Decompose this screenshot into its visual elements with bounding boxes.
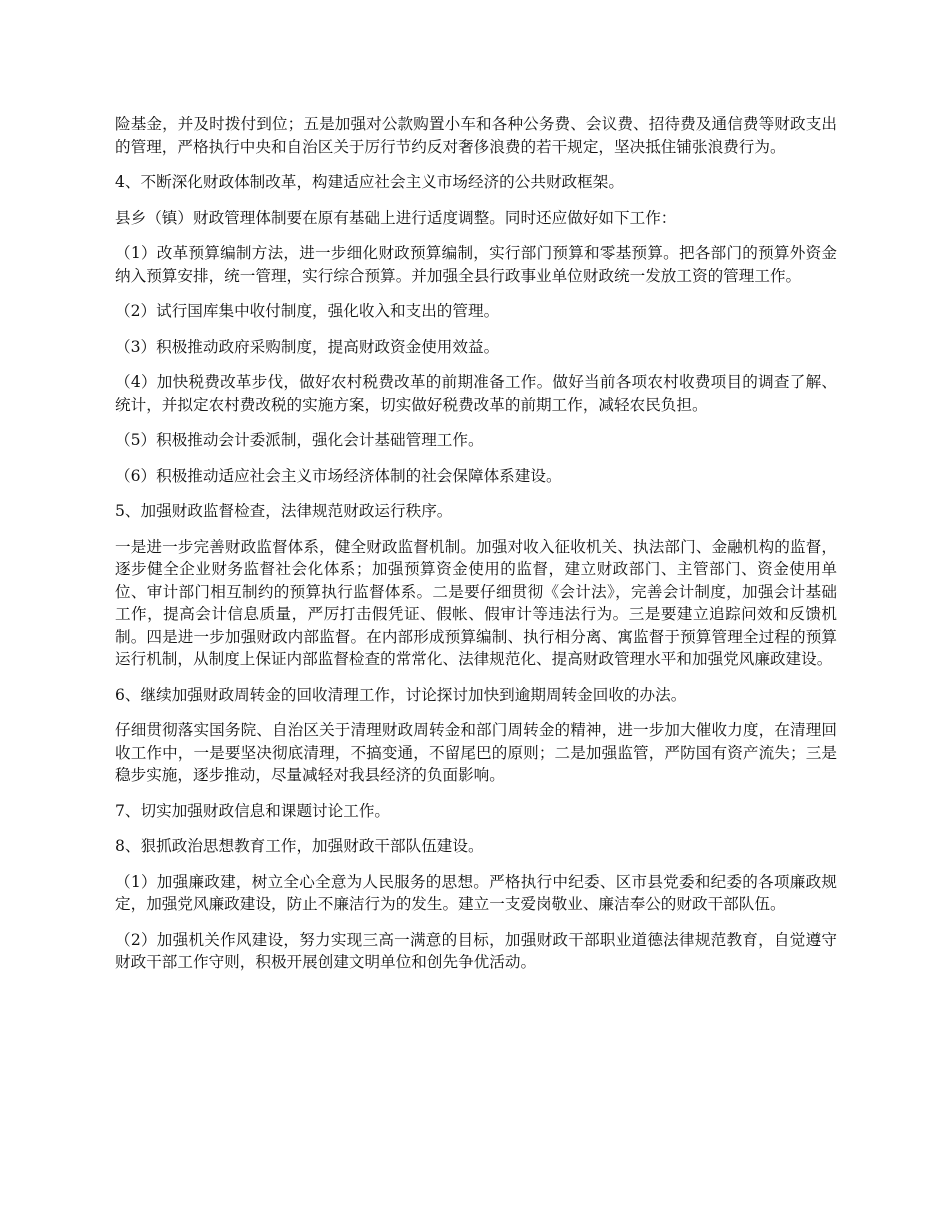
document-body (115, 113, 837, 987)
paragraph-5: （2）试行国库集中收付制度，强化收入和支出的管理。 (115, 302, 500, 320)
paragraph-12: 6、继续加强财政周转金的回收清理工作，讨论探讨加快到逾期周转金回收的办法。 (115, 685, 687, 704)
paragraph-13: 仔细贯彻落实国务院、自治区关于清理财政周转金和部门周转金的精神，进一步加大催收力度，在清理回收工作中，一是要坚决彻底清理，不搞变通，不留尾巴的原则；二是加强监管，严防国有资产流失；三是稳步实施，逐步推动，尽量减轻对我县经济的负面影响。 (115, 721, 837, 784)
paragraph-7: （4）加快税费改革步伐，做好农村税费改革的前期准备工作。做好当前各项农村收费项目的调查了解、统计，并拟定农村费改税的实施方案，切实做好税费改革的前期工作，减轻农民负担。 (115, 373, 838, 414)
paragraph-14: 7、切实加强财政信息和课题讨论工作。 (115, 801, 391, 820)
paragraph-10: 5、加强财政监督检查，法律规范财政运行秩序。 (115, 502, 453, 520)
paragraph-1: 险基金，并及时拨付到位；五是加强对公款购置小车和各种公务费、会议费、招待费及通信费等财政支出的管理，严格执行中央和自治区关于厉行节约反对奢侈浪费的若干规定，坚决抵住铺张浪费行为。 (115, 115, 837, 156)
paragraph-3: 县乡（镇）财政管理体制要在原有基础上进行适度调整。同时还应做好如下工作： (115, 208, 677, 227)
paragraph-6: （3）积极推动政府采购制度，提高财政资金使用效益。 (115, 337, 500, 356)
paragraph-17: （2）加强机关作风建设，努力实现三高一满意的目标，加强财政干部职业道德法律规范教育，自觉遵守财政干部工作守则，积极开展创建文明单位和创先争优活动。 (115, 930, 838, 971)
paragraph-8: （5）积极推动会计委派制，强化会计基础管理工作。 (115, 431, 484, 449)
paragraph-16: （1）加强廉政建，树立全心全意为人民服务的思想。严格执行中纪委、区市县党委和纪委的各项廉政规定，加强党风廉政建设，防止不廉洁行为的发生。建立一支爱岗敬业、廉洁奉公的财政干部队伍。 (115, 872, 838, 913)
paragraph-15: 8、狠抓政治思想教育工作，加强财政干部队伍建设。 (115, 837, 484, 855)
paragraph-11: 一是进一步完善财政监督体系，健全财政监督机制。加强对收入征收机关、执法部门、金融机构的监督，逐步健全企业财务监督社会化体系；加强预算资金使用的监督，建立财政部门、主管部门、资金使用单位、审计部门相互制约的预算执行监督体系。二是要仔细贯彻《会计法》，完善会计制度，加强会计基础工作，提高会计信息质量，严厉打击假凭证、假帐、假审计等违法行为。三是要建立追踪问效和反馈机制。四是进一步加强财政内部监督。在内部形成预算编制、执行相分离、寓监督于预算管理全过程的预算运行机制，从制度上保证内部监督检查的常常化、法律规范化、提高财政管理水平和加强党风廉政建设。 (115, 537, 837, 668)
paragraph-2: 4、不断深化财政体制改革，构建适应社会主义市场经济的公共财政框架。 (115, 173, 624, 191)
paragraph-4: （1）改革预算编制方法，进一步细化财政预算编制，实行部门预算和零基预算。把各部门的预算外资金纳入预算安排，统一管理，实行综合预算。并加强全县行政事业单位财政统一发放工资的管理工作。 (115, 244, 838, 285)
paragraph-9: （6）积极推动适应社会主义市场经济体制的社会保障体系建设。 (115, 466, 562, 485)
